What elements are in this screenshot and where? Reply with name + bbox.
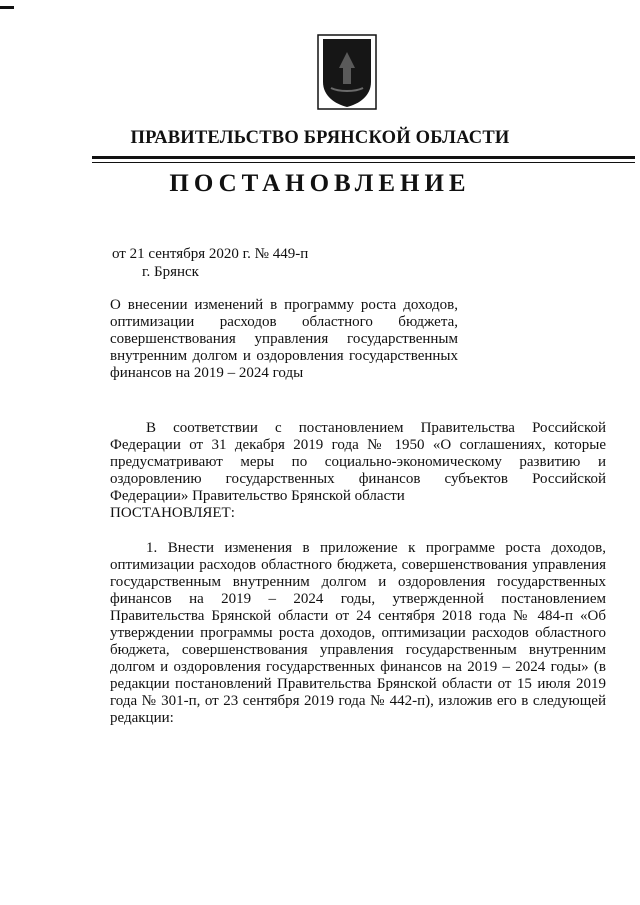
header-rule-thick <box>92 156 635 159</box>
item-1-paragraph: 1. Внести изменения в приложение к программе роста доходов, оптимизации расходов областного бюджета, совершенствования управления государственным внутренним долгом и оздоровления государственных финансов на 2019 – 2024 годы, утвержденной постановлением Правительства Брянской области от 24 сентября 2018 года № 484-п «Об утверждении программы роста доходов, оптимизации расходов областного бюджета, совершенствования управления государственным внутренним долгом и оздоровления государственных финансов на 2019 – 2024 годы» (в редакции постановлений Правительства Брянской области от 15 июля 2019 года № 301-п, от 23 сентября 2019 года № 442-п), изложив его в следующей редакции: <box>110 540 606 726</box>
header-rule-thin <box>92 162 635 163</box>
decree-word: ПОСТАНОВЛЯЕТ: <box>110 505 235 521</box>
date-number-line: от 21 сентября 2020 г. № 449-п <box>112 246 309 262</box>
scan-corner-mark <box>0 6 14 9</box>
document-subject: О внесении изменений в программу роста доходов, оптимизации расходов областного бюджета, совершенствования управления государственным внутренним долгом и оздоровления государственных финансов на 2019 – 2024 годы <box>110 297 458 381</box>
coat-of-arms-icon <box>317 34 377 110</box>
organization-title: ПРАВИТЕЛЬСТВО БРЯНСКОЙ ОБЛАСТИ <box>130 128 510 148</box>
document-type-title: ПОСТАНОВЛЕНИЕ <box>169 170 471 197</box>
preamble-paragraph: В соответствии с постановлением Правительства Российской Федерации от 31 декабря 2019 года № 1950 «О соглашениях, которые предусматривают меры по социально-экономическому развитию и оздоровлению государственных финансов субъектов Российской Федерации» Правительство Брянской области <box>110 420 606 504</box>
city-line: г. Брянск <box>142 264 199 280</box>
